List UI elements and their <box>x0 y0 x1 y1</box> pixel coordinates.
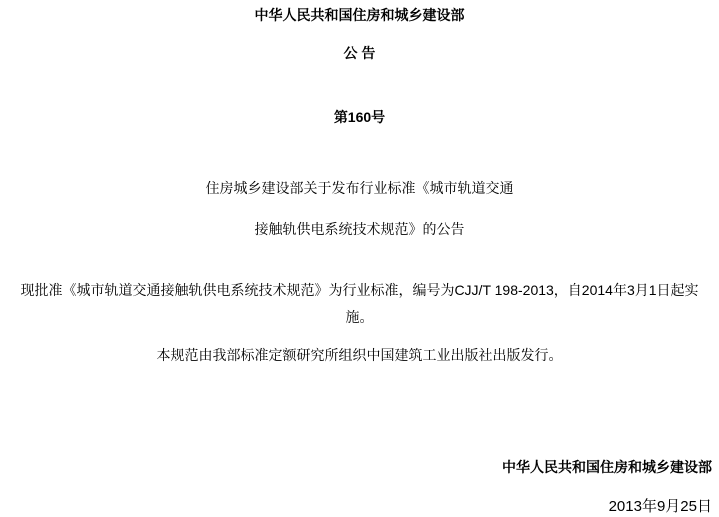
date: 2013年9月25日 <box>608 498 712 515</box>
approval-paragraph-line1: 现批准《城市轨道交通接触轨供电系统技术规范》为行业标准，编号为CJJ/T 198-2013，自2014年3月1日起实 <box>20 282 699 298</box>
publication-note: 本规范由我部标准定额研究所组织中国建筑工业出版社出版发行。 <box>156 347 563 363</box>
doc-type-heading: 公 告 <box>343 45 376 61</box>
subject-title-line1: 住房城乡建设部关于发布行业标准《城市轨道交通 <box>205 180 514 196</box>
subject-title-line2: 接触轨供电系统技术规范》的公告 <box>254 221 465 237</box>
issuer-title: 中华人民共和国住房和城乡建设部 <box>254 7 465 23</box>
signature: 中华人民共和国住房和城乡建设部 <box>502 459 712 475</box>
approval-paragraph-line2: 施。 <box>345 309 374 325</box>
doc-number: 第160号 <box>333 109 386 125</box>
